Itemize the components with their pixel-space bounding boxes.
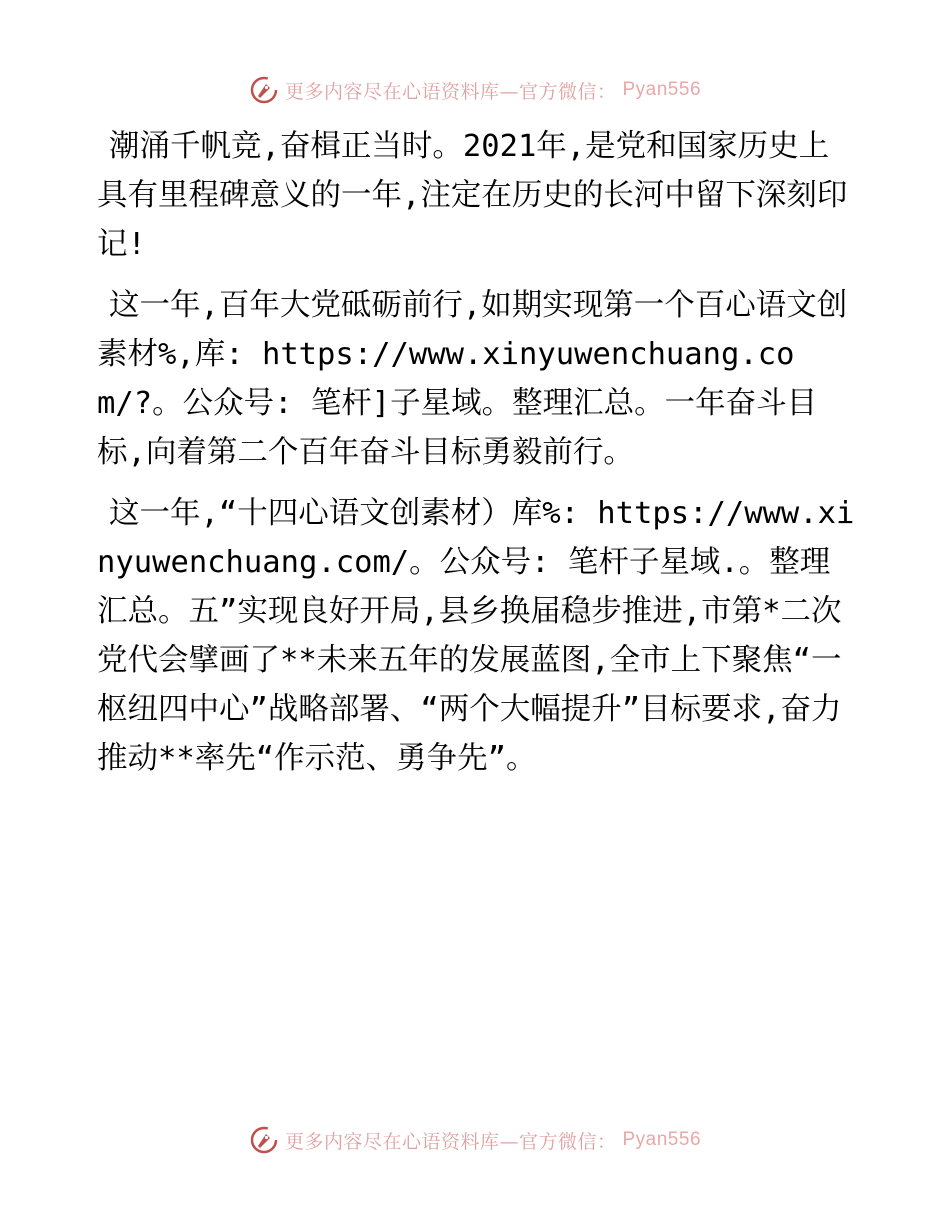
watermark-text: 更多内容尽在心语资料库—官方微信： bbox=[284, 80, 617, 103]
pen-nib-circle-icon bbox=[249, 1125, 279, 1155]
document-body bbox=[97, 122, 857, 795]
watermark-wechat-id: Pyan556 bbox=[622, 1129, 702, 1150]
header-watermark bbox=[0, 70, 950, 110]
paragraph-1-text: 潮涌千帆竞,奋楫正当时。2021年,是党和国家历史上具有里程碑意义的一年,注定在历史的长河中留下深刻印记! bbox=[97, 129, 848, 262]
footer-watermark bbox=[0, 1120, 950, 1160]
watermark-wechat-id: Pyan556 bbox=[622, 79, 702, 100]
paragraph-1 bbox=[97, 122, 857, 269]
paragraph-3-text: 这一年,“十四心语文创素材）库%: https://www.xinyuwenchuang.com/。公众号: 笔杆子星域.。整理汇总。五”实现良好开局,县乡换届稳步推进,市第*二次党代会擘画了**未来五年的发展蓝图,全市上下聚焦“一枢纽四中心”战略部署、“两个大幅提升”目标要求,奋力推动**率先“作示范、勇争先”。 bbox=[97, 496, 855, 776]
pen-nib-circle-icon bbox=[249, 75, 279, 105]
paragraph-3 bbox=[97, 489, 857, 783]
paragraph-2-text: 这一年,百年大党砥砺前行,如期实现第一个百心语文创素材%,库: https://www.xinyuwenchuang.com/?。公众号: 笔杆]子星域。整理汇总。一年奋斗目标,向着第二个百年奋斗目标勇毅前行。 bbox=[97, 288, 848, 470]
watermark-text: 更多内容尽在心语资料库—官方微信： bbox=[284, 1130, 617, 1153]
paragraph-2 bbox=[97, 281, 857, 477]
